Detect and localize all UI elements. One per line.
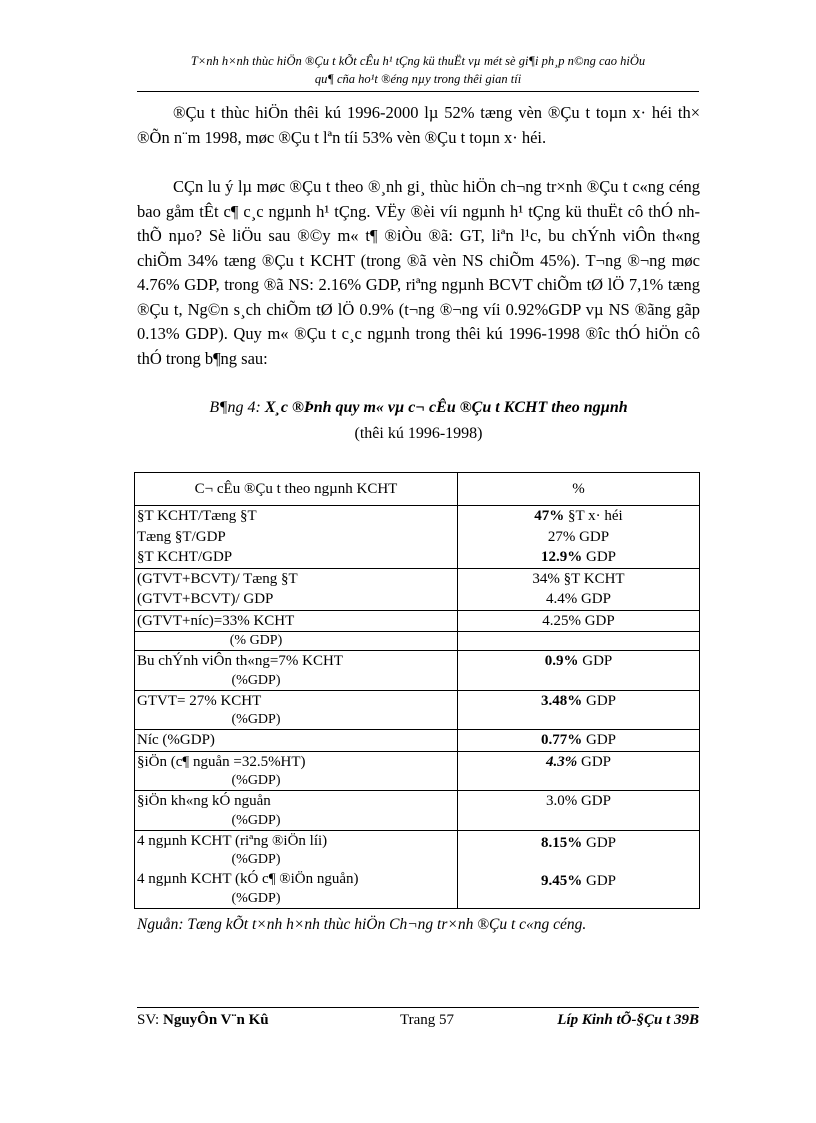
value-text: GDP [582,834,616,851]
table-row [135,791,700,831]
table-cell-label [135,690,458,730]
header-line-2: qu¶ cña ho¹t ®éng nµy trong thêi gian tíi [314,72,522,86]
value-bold: 0.77% [540,732,583,748]
value-text: GDP [577,753,611,770]
table-cell-label [135,730,458,752]
page-header [137,52,699,88]
table-cell-value [458,632,700,651]
value-bold-italic: 4.3% [545,753,578,770]
value-text: 34% §T KCHT [532,570,625,587]
table-cell-value [458,506,700,569]
table-header-percent: % [458,473,700,506]
table-cell-label [135,651,458,691]
footer-page-number: Trang 57 [400,1012,455,1028]
table-cell-label [135,568,458,610]
page-footer [137,1012,699,1034]
row-label: (GTVT+BCVT)/ GDP [137,591,274,607]
row-unit: (%GDP) [231,890,281,906]
row-label: Tæng §T/GDP [137,528,226,545]
row-label: GTVT= 27% KCHT [137,692,262,709]
header-divider [137,91,699,92]
row-unit: (%GDP) [231,812,281,828]
value-bold: 0.9% [544,653,579,669]
table-cell-value [458,651,700,691]
table-row [135,632,700,651]
row-label: Bu chÝnh viÔn th«ng=7% KCHT [137,653,343,669]
value-text: GDP [582,692,616,709]
value-bold: 8.15% [540,834,583,851]
row-label: §T KCHT/GDP [137,549,233,565]
row-unit: (%GDP) [231,852,281,867]
row-unit: (%GDP) [231,773,281,788]
table-cell-value [458,791,700,831]
value-text: GDP [582,873,616,889]
table-row [135,610,700,632]
row-label: 4 ngµnh KCHT (riªng ®iÖn líi) [137,832,328,849]
table-cell-value [458,730,700,752]
row-label: 4 ngµnh KCHT (kÓ c¶ ®iÖn nguån) [137,871,359,887]
table-row [135,506,700,569]
table-cell-label [135,632,458,651]
table-cell-value [458,568,700,610]
row-label: (GTVT+níc)=33% KCHT [137,612,295,629]
value-text: 27% GDP [547,528,610,545]
table-cell-label [135,610,458,632]
table-cell-value [458,751,700,791]
footer-class: Líp Kinh tÕ-§Çu t 39B [557,1012,699,1028]
row-label: Níc (%GDP) [137,732,215,748]
value-bold: 3.48% [540,692,583,709]
footer-student [137,1012,269,1029]
table-cell-label [135,506,458,569]
footer-student-label: SV: [137,1012,163,1028]
table-header-row [135,473,700,506]
table-cell-value [458,690,700,730]
paragraph-1-text: ®Çu t thùc hiÖn thêi kú 1996-2000 lµ 52% tæng vèn ®Çu t toµn x· héi th× ®Õn n¨m 1998, møc ®Çu t lªn tíi 53% vèn ®Çu t toµn x· héi. [137,103,700,147]
investment-structure-table [134,472,700,909]
row-unit: (%GDP) [231,712,281,727]
table-caption [137,396,700,420]
paragraph-2 [137,175,700,371]
header-line-1: T×nh h×nh thùc hiÖn ®Çu t kÕt cÊu h¹ tÇng kü thuËt vµ mét sè gi¶i ph¸p n©ng cao hiÖu [190,54,646,68]
table-cell-label [135,791,458,831]
table-row [135,690,700,730]
paragraph-2-text: CÇn lu ý lµ møc ®Çu t theo ®¸nh gi¸ thùc hiÖn ch¬ng tr×nh ®Çu t c«ng céng bao gåm tÊt c¶ c¸c ngµnh h¹ tÇng. VËy ®èi víi ngµnh h¹ tÇng kü thuËt cô thÓ nh thÕ nµo? Sè liÖu sau ®©y m« t¶ ®iÒu ®ã: GT, liªn l¹c, bu chÝnh viÔn th«ng chiÕm 34% tæng ®Çu t KCHT (trong ®ã vèn NS chiÕm 45%). T¬ng ®¬ng møc 4.76% GDP, trong ®ã NS: 2.16% GDP, riªng ngµnh BCVT chiÕm tØ lÖ 7,1% tæng ®Çu t, Ng©n s¸ch chiÕm tØ lÖ 0.9% (t¬ng ®¬ng víi 0.92%GDP vµ NS ®ãng gãp 0.13% GDP). Quy m« ®Çu t c¸c ngµnh trong thêi kú 1996-1998 ®îc thÓ hiÖn cô thÓ trong b¶ng sau: [137,177,700,368]
row-label: (GTVT+BCVT)/ Tæng §T [137,570,298,587]
table-caption-period: (thêi kú 1996-1998) [354,425,483,442]
table-row [135,651,700,691]
table-row [135,830,700,908]
row-label: §iÖn kh«ng kÓ nguån [137,793,271,809]
table-caption-title: X¸c ®Þnh quy m« vµ c¬ cÊu ®Çu t KCHT theo ngµnh [264,399,628,416]
table-caption-label: B¶ng 4: [209,399,261,416]
paragraph-1 [137,101,700,150]
value-bold: 12.9% [540,549,583,565]
row-label: §iÖn (c¶ nguån =32.5%HT) [137,753,306,770]
row-label: §T KCHT/Tæng §T [137,508,257,524]
table-row [135,730,700,752]
value-text: 3.0% GDP [545,793,611,809]
value-text: GDP [578,653,613,669]
table-header-structure: C¬ cÊu ®Çu t theo ngµnh KCHT [135,473,458,506]
table-row [135,568,700,610]
table-cell-label [135,751,458,791]
value-text: GDP [582,549,616,565]
value-text: GDP [582,732,616,748]
footer-divider [137,1007,699,1008]
table-source-note: Nguån: Tæng kÕt t×nh h×nh thùc hiÖn Ch¬ng tr×nh ®Çu t c«ng céng. [137,916,587,933]
table-row [135,751,700,791]
value-text: 4.25% GDP [542,612,615,629]
table-cell-label [135,830,458,908]
row-unit: (%GDP) [231,672,281,688]
row-unit: (% GDP) [229,633,283,648]
value-bold: 9.45% [540,873,583,889]
value-bold: 47% [534,508,565,524]
table-cell-value [458,610,700,632]
table-cell-value [458,830,700,908]
footer-student-name: NguyÔn V¨n Kû [162,1012,269,1028]
value-text: §T x· héi [564,508,623,524]
value-text: 4.4% GDP [545,591,611,607]
